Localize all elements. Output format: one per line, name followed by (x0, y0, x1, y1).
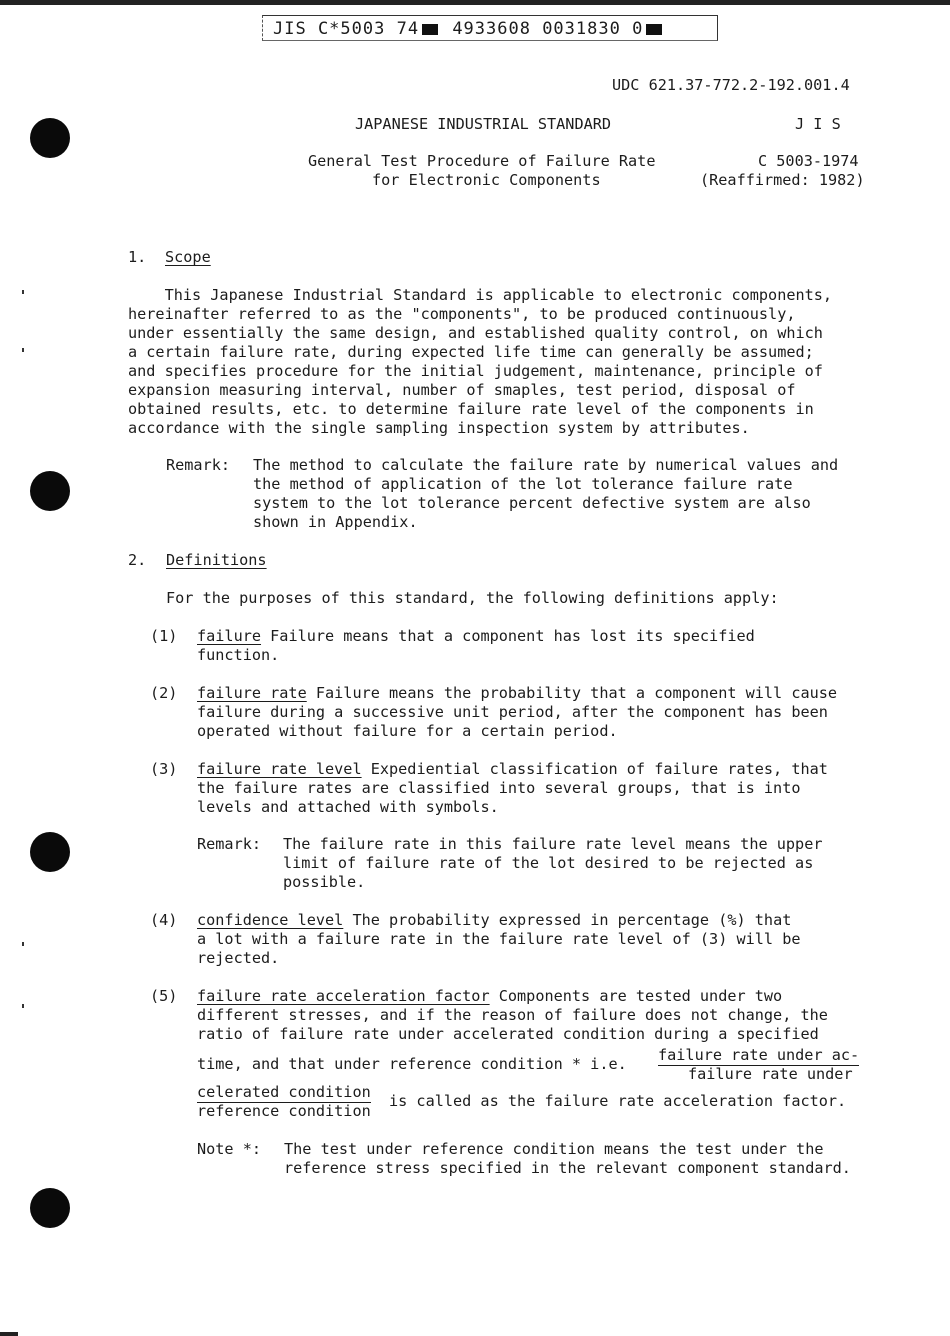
paragraph-line: accordance with the single sampling inspection system by attributes. (128, 419, 750, 437)
scan-speck (22, 942, 24, 946)
jis-mark: J I S (795, 115, 841, 133)
item-first-line (197, 627, 755, 646)
fraction-upper-denominator: failure rate under (688, 1065, 853, 1083)
standard-number: C 5003-1974 (758, 152, 859, 170)
paragraph-line: This Japanese Industrial Standard is applicable to electronic components, (128, 286, 833, 304)
remark-line: The failure rate in this failure rate level means the upper (283, 835, 823, 853)
scan-speck (22, 348, 24, 352)
paragraph-line: hereinafter referred to as the "components", to be produced continuously, (128, 305, 796, 323)
paragraph-line: obtained results, etc. to determine failure rate level of the components in (128, 400, 814, 418)
item-line: ratio of failure rate under accelerated condition during a specified (197, 1025, 819, 1043)
item-line: time, and that under reference condition * i.e. (197, 1055, 627, 1073)
remark-line: the method of application of the lot tolerance failure rate (253, 475, 793, 493)
standard-org: JAPANESE INDUSTRIAL STANDARD (355, 115, 612, 133)
title-line-1: General Test Procedure of Failure Rate (308, 152, 656, 170)
item-first-line (197, 987, 782, 1006)
item-number: (4) (150, 911, 178, 929)
definitions-intro: For the purposes of this standard, the following definitions apply: (166, 589, 779, 607)
item-line: failure during a successive unit period, after the component has been (197, 703, 828, 721)
item-line: a lot with a failure rate in the failure rate level of (3) will be (197, 930, 801, 948)
defined-term: failure rate level (197, 760, 362, 778)
scan-speck (22, 1004, 24, 1008)
item-first-line (197, 684, 837, 703)
item-line: the failure rates are classified into several groups, that is into (197, 779, 801, 797)
defined-term: failure rate (197, 684, 307, 702)
reaffirmed-date: (Reaffirmed: 1982) (700, 171, 865, 189)
remark-label: Remark: (197, 835, 262, 853)
paragraph-line: expansion measuring interval, number of smaples, test period, disposal of (128, 381, 796, 399)
stamp-code: JIS C*5003 74 (273, 19, 420, 39)
defined-term: failure rate acceleration factor (197, 987, 490, 1005)
item-text: The probability expressed in percentage (%) that (343, 911, 792, 929)
paragraph-line: under essentially the same design, and established quality control, on which (128, 324, 823, 342)
defined-term: failure (197, 627, 262, 645)
section-number: 2. (128, 551, 147, 569)
item-number: (2) (150, 684, 178, 702)
fraction-lower-denominator: reference condition (197, 1102, 371, 1120)
remark-line: limit of failure rate of the lot desired to be rejected as (283, 854, 814, 872)
section-heading-scope: Scope (165, 248, 211, 266)
item-text: Components are tested under two (489, 987, 783, 1005)
section-number: 1. (128, 248, 147, 266)
remark-line: The method to calculate the failure rate by numerical values and (253, 456, 839, 474)
punch-hole-1 (30, 118, 70, 158)
item-line: levels and attached with symbols. (197, 798, 499, 816)
item-line: operated without failure for a certain period. (197, 722, 618, 740)
item-number: (5) (150, 987, 178, 1005)
stamp-block-2 (646, 24, 662, 35)
scan-speck (22, 290, 24, 294)
item-text: Expediential classification of failure rates, that (361, 760, 828, 778)
remark-line: shown in Appendix. (253, 513, 418, 531)
punch-hole-2 (30, 471, 70, 511)
item-number: (3) (150, 760, 178, 778)
fraction-lower-numerator: celerated condition (197, 1083, 371, 1101)
punch-hole-3 (30, 832, 70, 872)
item-number: (1) (150, 627, 178, 645)
title-line-2: for Electronic Components (372, 171, 601, 189)
item-line: function. (197, 646, 280, 664)
paragraph-line: a certain failure rate, during expected life time can generally be assumed; (128, 343, 814, 361)
udc-code: UDC 621.37-772.2-192.001.4 (612, 76, 850, 94)
item-line: different stresses, and if the reason of failure does not change, the (197, 1006, 828, 1024)
item-line: rejected. (197, 949, 280, 967)
scan-top-edge (0, 0, 950, 5)
item-text: Failure means that a component has lost its specified (261, 627, 755, 645)
section-heading-definitions: Definitions (166, 551, 267, 569)
item-text: Failure means the probability that a component will cause (306, 684, 838, 702)
defined-term: confidence level (197, 911, 344, 929)
note-line: reference stress specified in the relevant component standard. (284, 1159, 851, 1177)
fraction-upper-numerator: failure rate under ac- (658, 1046, 860, 1064)
note-label: Note *: (197, 1140, 262, 1158)
item-tail-text: is called as the failure rate acceleration factor. (389, 1092, 847, 1110)
stamp-serial: 4933608 0031830 0 (452, 19, 644, 39)
punch-hole-4 (30, 1188, 70, 1228)
paragraph-line: and specifies procedure for the initial judgement, maintenance, principle of (128, 362, 823, 380)
note-line: The test under reference condition means the test under the (284, 1140, 824, 1158)
scan-bottom-mark (0, 1332, 18, 1336)
header-stamp (262, 15, 718, 41)
remark-line: possible. (283, 873, 366, 891)
item-first-line (197, 911, 791, 930)
stamp-block-1 (422, 24, 438, 35)
remark-label: Remark: (166, 456, 231, 474)
remark-line: system to the lot tolerance percent defective system are also (253, 494, 811, 512)
item-first-line (197, 760, 828, 779)
